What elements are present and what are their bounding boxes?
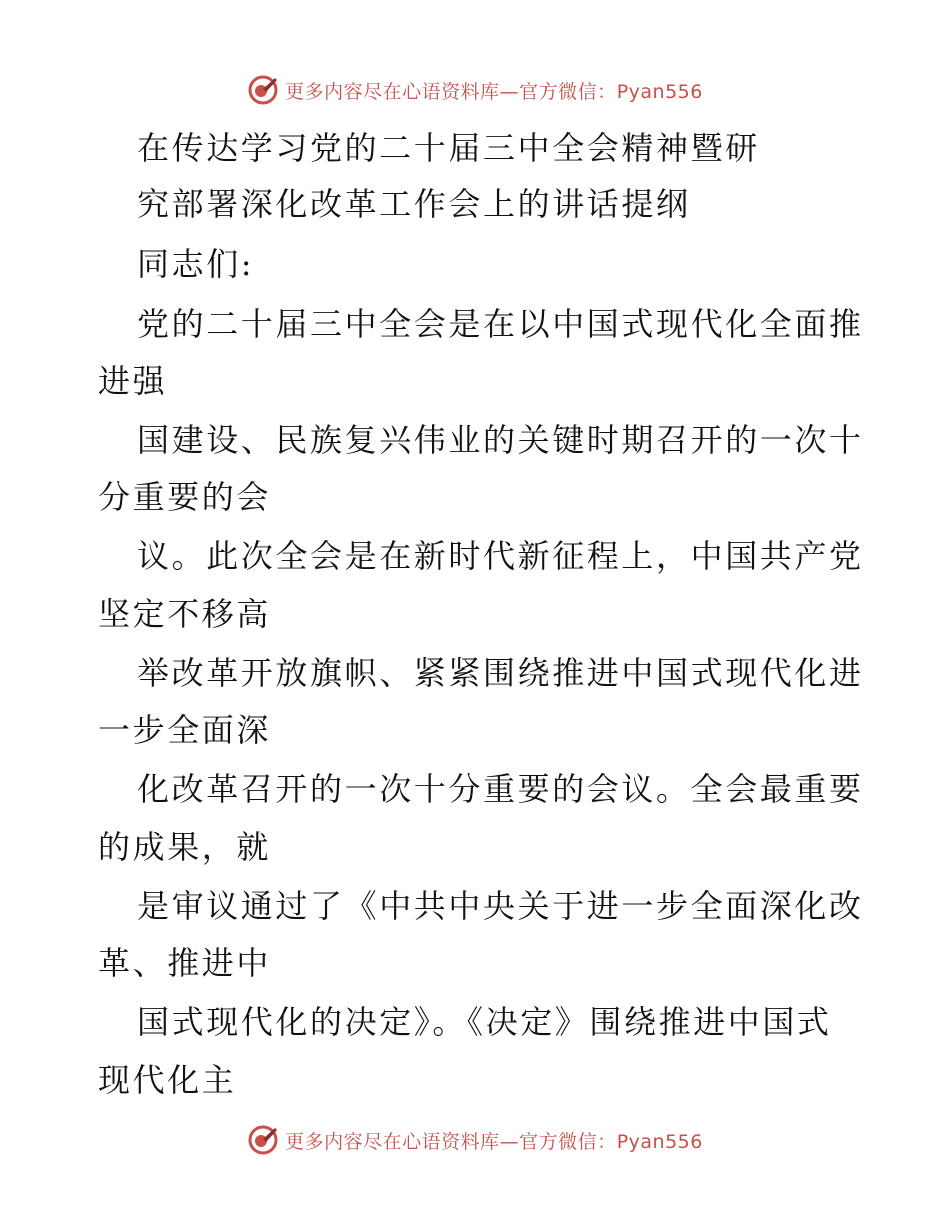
watermark-official-label: 官方微信： bbox=[519, 1130, 617, 1153]
paragraph-line: 化改革召开的一次十分重要的会议。全会最重要 bbox=[137, 770, 864, 808]
watermark-main-text: 更多内容尽在心语资料库 bbox=[285, 1130, 500, 1153]
paragraph-line: 进强 bbox=[98, 362, 168, 400]
paragraph-line: 举改革开放旗帜、紧紧围绕推进中国式现代化进 bbox=[137, 654, 864, 692]
paragraph-line: 坚定不移高 bbox=[98, 595, 272, 633]
paragraph-line: 议。此次全会是在新时代新征程上，中国共产党 bbox=[137, 537, 864, 575]
watermark-main-text: 更多内容尽在心语资料库 bbox=[285, 80, 500, 103]
title-line-2: 究部署深化改革工作会上的讲话提纲 bbox=[137, 185, 691, 223]
paragraph-line: 国建设、民族复兴伟业的关键时期召开的一次十 bbox=[137, 421, 864, 459]
watermark-wechat-id: Pyan556 bbox=[616, 1130, 703, 1153]
paragraph-line: 革、推进中 bbox=[98, 944, 272, 982]
paragraph-line: 的成果，就 bbox=[98, 828, 272, 866]
watermark-dash: — bbox=[499, 1130, 520, 1153]
watermark-wechat-id: Pyan556 bbox=[616, 80, 703, 103]
paragraph-line: 现代化主 bbox=[98, 1061, 237, 1099]
watermark-text bbox=[285, 1127, 703, 1154]
paragraph-line: 分重要的会 bbox=[98, 478, 272, 516]
watermark-dash: — bbox=[499, 80, 520, 103]
title-line-1: 在传达学习党的二十届三中全会精神暨研 bbox=[137, 129, 760, 167]
paragraph-line: 国式现代化的决定》。《决定》围绕推进中国式 bbox=[137, 1003, 832, 1041]
salutation: 同志们: bbox=[137, 245, 255, 283]
paragraph-line: 一步全面深 bbox=[98, 711, 272, 749]
quill-seal-icon bbox=[247, 1124, 279, 1156]
paragraph-line: 党的二十届三中全会是在以中国式现代化全面推 bbox=[137, 305, 864, 343]
watermark-official-label: 官方微信： bbox=[519, 80, 617, 103]
paragraph-line: 是审议通过了《中共中央关于进一步全面深化改 bbox=[137, 887, 864, 925]
footer-watermark bbox=[0, 1120, 950, 1160]
